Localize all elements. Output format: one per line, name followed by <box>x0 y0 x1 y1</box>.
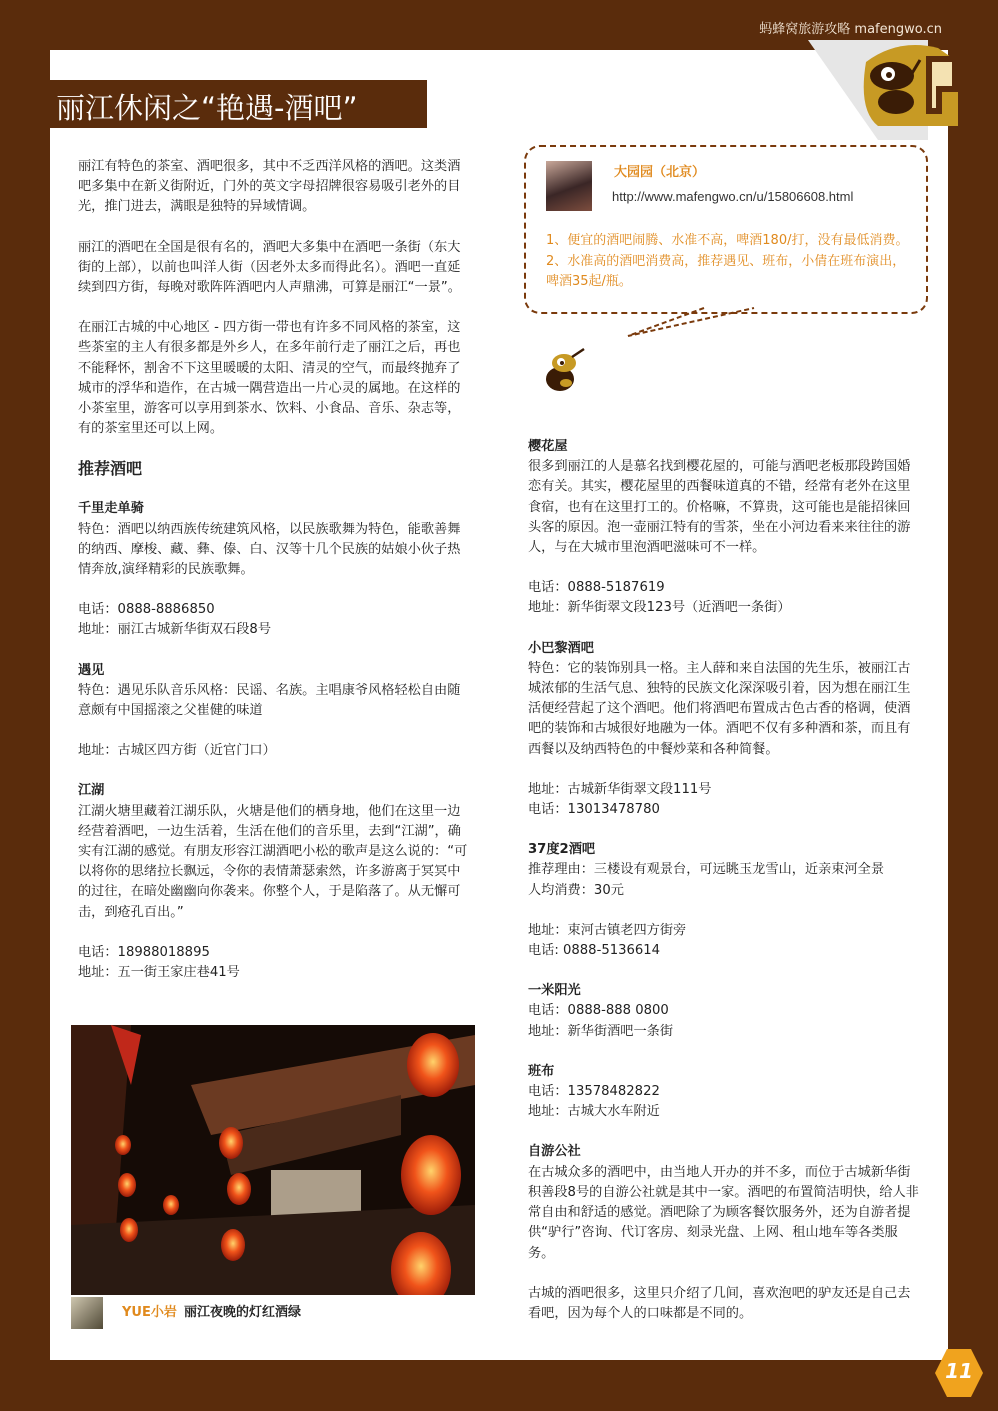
avatar <box>546 161 592 211</box>
bar-name: 自游公社 <box>528 1144 581 1160</box>
bar-name: 遇见 <box>78 662 105 678</box>
page-title: 丽江休闲之“艳遇-酒吧” <box>56 91 358 125</box>
bar-address: 地址：丽江古城新华街双石段8号 <box>78 622 272 638</box>
bar-phone: 电话：13578482822 <box>528 1084 660 1100</box>
brand-text: 蚂蜂窝旅游攻略 mafengwo.cn <box>759 22 942 37</box>
bar-phone: 电话：0888-8886850 <box>78 602 215 618</box>
bar-address: 地址：束河古镇老四方街旁 <box>528 922 687 938</box>
bar-phone: 电话：18988018895 <box>78 944 210 960</box>
bar-name: 千里走单骑 <box>78 501 144 517</box>
quote-bubble <box>524 145 928 314</box>
mafengwo-logo-badge <box>808 40 998 140</box>
bar-name: 樱花屋 <box>528 439 568 454</box>
bar-desc: 在古城众多的酒吧中，由当地人开办的并不多，而位于古城新华街积善段8号的自游公社就是其中一家。酒吧的布置简洁明快，给人非常自由和舒适的感觉。酒吧除了为顾客餐饮服务外，还为自游者提供“驴行”咨询、代订客房、刻录光盘、上网、租山地车等各类服务。 <box>528 1164 919 1261</box>
bar-phone: 电话：13013478780 <box>528 802 660 818</box>
photo-author[interactable]: YUE小岩 <box>122 1305 177 1320</box>
bar-phone: 电话: 0888-5136614 <box>528 943 661 959</box>
bar-name: 班布 <box>528 1063 555 1079</box>
bar-reason: 推荐理由：三楼设有观景台，可远眺玉龙雪山，近亲束河全景 <box>528 862 885 878</box>
ant-mascot-icon <box>540 347 592 395</box>
photo-caption: 丽江夜晚的灯红酒绿 <box>184 1305 302 1320</box>
bar-desc: 特色：遇见乐队音乐风格：民谣、名族。主唱康爷风格轻松自由随意颇有中国摇滚之父崔健的味道 <box>78 682 461 719</box>
quote-text: 1、便宜的酒吧闹腾、水准不高，啤酒180/打，没有最低消费。2、水准高的酒吧消费高，推荐遇见、班布，小倩在班布演出，啤酒35起/瓶。 <box>546 233 909 289</box>
bar-desc: 很多到丽江的人是慕名找到樱花屋的，可能与酒吧老板那段跨国婚恋有关。其实，樱花屋里的西餐味道真的不错，经常有老外在这里食宿，也有在这里打工的。价格嘛，不算贵，这可能也是能招徕回头客的原因。泡一壶丽江特有的雪茶，坐在小河边看来来往往的游人，与在大城市里泡酒吧滋味可不一样。 <box>528 459 911 556</box>
bar-address: 地址：五一街王家庄巷41号 <box>78 965 240 981</box>
bar-address: 地址：古城大水车附近 <box>528 1104 660 1120</box>
title-bar <box>50 80 427 128</box>
bar-address: 地址：古城区四方街（近官门口） <box>78 743 276 759</box>
page-number-badge <box>933 1347 985 1399</box>
bar-phone: 电话：0888-888 0800 <box>528 1003 669 1019</box>
lanterns-photo <box>71 1025 475 1295</box>
intro-paragraph: 丽江有特色的茶室、酒吧很多，其中不乏西洋风格的酒吧。这类酒吧多集中在新义街附近，门外的英文字母招牌很容易吸引老外的目光，推门进去，满眼是独特的异域情调。 <box>78 159 461 215</box>
bar-address: 地址：古城新华街翠文段111号 <box>528 781 712 797</box>
closing-paragraph: 古城的酒吧很多，这里只介绍了几间，喜欢泡吧的驴友还是自己去看吧，因为每个人的口味都是不同的。 <box>528 1285 911 1321</box>
bar-desc: 特色：酒吧以纳西族传统建筑风格，以民族歌舞为特色，能歌善舞的纳西、摩梭、藏、彝、傣、白、汉等十几个民族的姑娘小伙子热情奔放,演绎精彩的民族歌舞。 <box>78 521 461 578</box>
left-column <box>78 157 472 983</box>
section-title: 推荐酒吧 <box>78 459 143 479</box>
bar-name: 一米阳光 <box>528 983 581 999</box>
intro-paragraph: 丽江的酒吧在全国是很有名的，酒吧大多集中在酒吧一条街（东大街的上部），以前也叫洋人街（因老外太多而得此名）。酒吧一直延续到四方街，每晚对歌阵阵酒吧内人声鼎沸，可算是丽江“一景”。 <box>78 239 461 296</box>
avatar <box>71 1297 103 1329</box>
bar-address: 地址：新华街翠文段123号（近酒吧一条街） <box>528 600 791 616</box>
quote-user[interactable]: 大园园（北京） <box>614 165 706 180</box>
logo-ant-icon <box>864 45 958 126</box>
bubble-tail <box>624 306 764 346</box>
bar-name: 37度2酒吧 <box>528 842 596 858</box>
intro-paragraph: 在丽江古城的中心地区 - 四方街一带也有许多不同风格的茶室，这些茶室的主人有很多都是外乡人，在多年前行走了丽江之后，再也不能释怀，割舍不下这里暖暖的太阳、清灵的空气，而最终抛弃了城市的浮华和造作，在古城一隅营造出一片心灵的属地。在这样的小茶室里，游客可以享用到茶水、饮料、小食品、音乐、杂志等，有的茶室里还可以上网。 <box>78 320 461 437</box>
bar-name: 小巴黎酒吧 <box>528 640 594 656</box>
bar-phone: 电话：0888-5187619 <box>528 580 665 596</box>
right-column <box>528 437 922 1324</box>
quote-url-link[interactable]: http://www.mafengwo.cn/u/15806608.html <box>612 189 854 204</box>
bar-address: 地址：新华街酒吧一条街 <box>528 1023 674 1039</box>
bar-price: 人均消费：30元 <box>528 882 624 898</box>
bar-desc: 江湖火塘里藏着江湖乐队，火塘是他们的栖身地，他们在这里一边经营着酒吧，一边生活着，生活在他们的音乐里，去到“江湖”，确实有江湖的感觉。有朋友形容江湖酒吧小松的歌声是这么说的：“可以将你的思绪拉长飘远，令你的表情萧瑟索然，许多游离于冥冥中的过往，在暗处幽幽向你袭来。你整个人，于是陷落了。从无懈可击，到疮孔百出。” <box>78 803 468 920</box>
bar-name: 江湖 <box>78 783 105 799</box>
bar-desc: 特色：它的装饰别具一格。主人薛和来自法国的先生乐，被丽江古城浓郁的生活气息、独特的民族文化深深吸引着，因为想在丽江生活便经营起了这个酒吧。他们将酒吧布置成古色古香的格调，使酒吧的装饰和古城很好地融为一体。酒吧不仅有多种酒和茶，而且有西餐以及纳西特色的中餐炒菜和各种简餐。 <box>528 660 911 757</box>
page-number: 11 <box>945 1359 973 1383</box>
